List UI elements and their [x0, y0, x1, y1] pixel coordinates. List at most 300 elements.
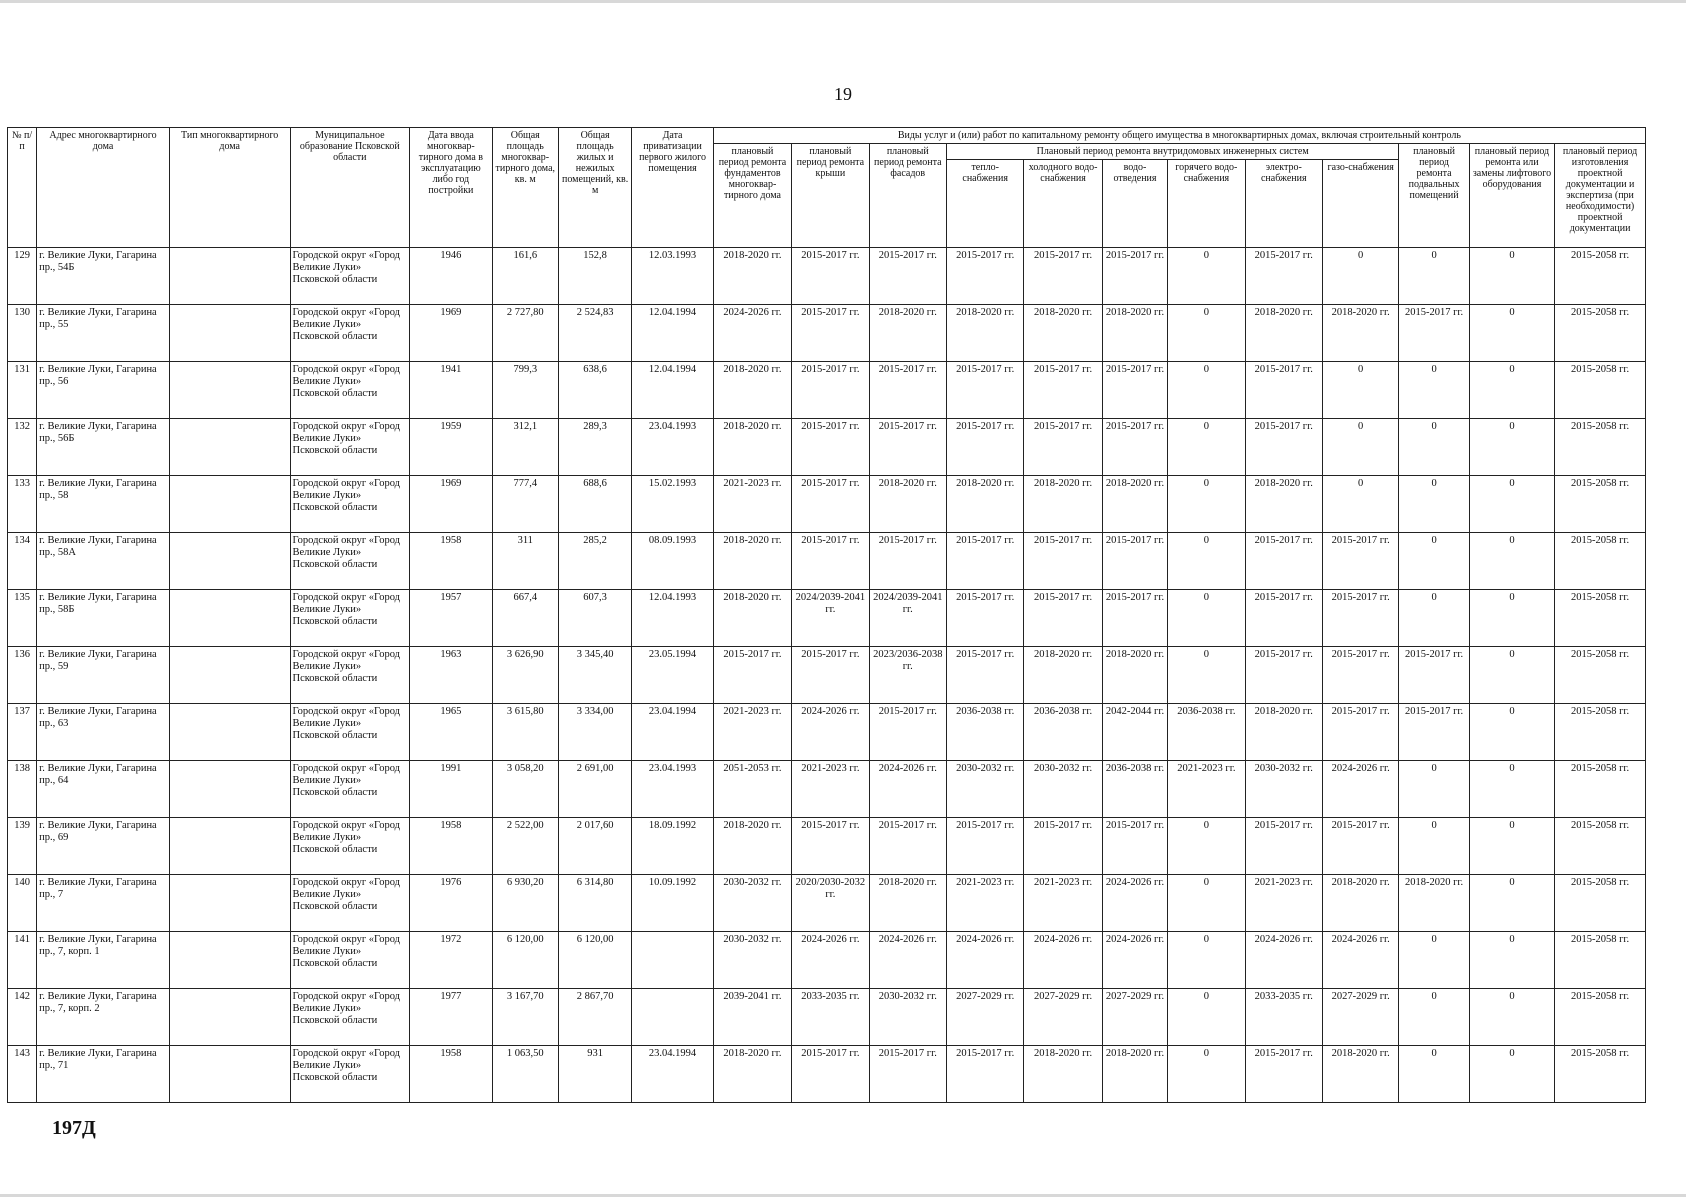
table-row: [8, 362, 1646, 419]
cell-municipality: Городской округ «Город Великие Луки» Псковской области: [290, 533, 410, 590]
col-header-type: Тип многоквартирного дома: [169, 128, 290, 248]
cell-hot-water: 0: [1168, 305, 1245, 362]
cell-type: [169, 932, 290, 989]
cell-docs: 2015-2058 гг.: [1555, 875, 1646, 932]
cell-electric: 2015-2017 гг.: [1245, 1046, 1322, 1103]
cell-hot-water: 0: [1168, 533, 1245, 590]
cell-sewage: 2015-2017 гг.: [1102, 419, 1167, 476]
cell-address: г. Великие Луки, Гагарина пр., 7: [37, 875, 170, 932]
cell-roof: 2015-2017 гг.: [792, 305, 869, 362]
cell-gas: 0: [1322, 419, 1398, 476]
cell-living-area: 152,8: [558, 248, 631, 305]
cell-living-area: 2 524,83: [558, 305, 631, 362]
cell-electric: 2015-2017 гг.: [1245, 818, 1322, 875]
table-row: [8, 476, 1646, 533]
cell-cold-water: 2015-2017 гг.: [1024, 248, 1102, 305]
cell-basement: 0: [1399, 818, 1469, 875]
cell-roof: 2024-2026 гг.: [792, 932, 869, 989]
cell-no: 141: [8, 932, 37, 989]
cell-year: 1959: [410, 419, 492, 476]
col-header-municipality: Муниципальное образование Псковской области: [290, 128, 410, 248]
cell-basement: 0: [1399, 419, 1469, 476]
cell-gas: 2015-2017 гг.: [1322, 647, 1398, 704]
cell-sewage: 2015-2017 гг.: [1102, 590, 1167, 647]
cell-basement: 0: [1399, 248, 1469, 305]
cell-year: 1965: [410, 704, 492, 761]
cell-cold-water: 2027-2029 гг.: [1024, 989, 1102, 1046]
cell-no: 132: [8, 419, 37, 476]
cell-year: 1969: [410, 476, 492, 533]
cell-address: г. Великие Луки, Гагарина пр., 7, корп. 1: [37, 932, 170, 989]
table-row: [8, 590, 1646, 647]
cell-privatization: 23.04.1994: [632, 704, 713, 761]
cell-year: 1941: [410, 362, 492, 419]
cell-facade: 2018-2020 гг.: [869, 875, 946, 932]
cell-elevator: 0: [1469, 590, 1554, 647]
cell-type: [169, 704, 290, 761]
cell-basement: 0: [1399, 1046, 1469, 1103]
cell-heat: 2030-2032 гг.: [946, 761, 1023, 818]
cell-basement: 0: [1399, 932, 1469, 989]
cell-total-area: 3 167,70: [492, 989, 558, 1046]
cell-heat: 2018-2020 гг.: [946, 476, 1023, 533]
cell-electric: 2015-2017 гг.: [1245, 647, 1322, 704]
cell-municipality: Городской округ «Город Великие Луки» Псковской области: [290, 875, 410, 932]
cell-type: [169, 533, 290, 590]
cell-facade: 2015-2017 гг.: [869, 1046, 946, 1103]
cell-total-area: 312,1: [492, 419, 558, 476]
cell-total-area: 1 063,50: [492, 1046, 558, 1103]
cell-hot-water: 0: [1168, 1046, 1245, 1103]
cell-type: [169, 248, 290, 305]
cell-docs: 2015-2058 гг.: [1555, 533, 1646, 590]
cell-hot-water: 0: [1168, 818, 1245, 875]
cell-heat: 2015-2017 гг.: [946, 533, 1023, 590]
cell-basement: 0: [1399, 590, 1469, 647]
cell-foundation: 2018-2020 гг.: [713, 362, 791, 419]
cell-year: 1958: [410, 1046, 492, 1103]
cell-facade: 2024-2026 гг.: [869, 932, 946, 989]
cell-elevator: 0: [1469, 761, 1554, 818]
cell-no: 133: [8, 476, 37, 533]
cell-facade: 2024/2039-2041 гг.: [869, 590, 946, 647]
cell-gas: 0: [1322, 476, 1398, 533]
cell-year: 1958: [410, 533, 492, 590]
cell-cold-water: 2015-2017 гг.: [1024, 362, 1102, 419]
cell-heat: 2015-2017 гг.: [946, 647, 1023, 704]
cell-type: [169, 989, 290, 1046]
cell-sewage: 2015-2017 гг.: [1102, 248, 1167, 305]
cell-heat: 2036-2038 гг.: [946, 704, 1023, 761]
cell-privatization: 12.04.1994: [632, 305, 713, 362]
cell-basement: 2015-2017 гг.: [1399, 704, 1469, 761]
cell-sewage: 2042-2044 гг.: [1102, 704, 1167, 761]
cell-gas: 2015-2017 гг.: [1322, 590, 1398, 647]
cell-municipality: Городской округ «Город Великие Луки» Псковской области: [290, 761, 410, 818]
cell-cold-water: 2018-2020 гг.: [1024, 476, 1102, 533]
col-header-hot-water: горячего водо-снабжения: [1168, 160, 1245, 248]
cell-gas: 0: [1322, 362, 1398, 419]
cell-hot-water: 0: [1168, 248, 1245, 305]
cell-year: 1957: [410, 590, 492, 647]
cell-year: 1946: [410, 248, 492, 305]
cell-type: [169, 818, 290, 875]
cell-cold-water: 2018-2020 гг.: [1024, 305, 1102, 362]
cell-foundation: 2018-2020 гг.: [713, 818, 791, 875]
cell-hot-water: 0: [1168, 590, 1245, 647]
col-header-facade: плановый период ремонта фасадов: [869, 144, 946, 248]
cell-elevator: 0: [1469, 704, 1554, 761]
cell-gas: 2027-2029 гг.: [1322, 989, 1398, 1046]
cell-total-area: 6 120,00: [492, 932, 558, 989]
cell-docs: 2015-2058 гг.: [1555, 932, 1646, 989]
cell-type: [169, 761, 290, 818]
cell-sewage: 2018-2020 гг.: [1102, 305, 1167, 362]
cell-roof: 2015-2017 гг.: [792, 818, 869, 875]
cell-no: 140: [8, 875, 37, 932]
cell-heat: 2018-2020 гг.: [946, 305, 1023, 362]
cell-electric: 2015-2017 гг.: [1245, 362, 1322, 419]
col-header-roof: плановый период ремонта крыши: [792, 144, 869, 248]
table-row: [8, 761, 1646, 818]
cell-municipality: Городской округ «Город Великие Луки» Псковской области: [290, 989, 410, 1046]
cell-basement: 0: [1399, 476, 1469, 533]
cell-type: [169, 875, 290, 932]
table-row: [8, 875, 1646, 932]
cell-cold-water: 2018-2020 гг.: [1024, 647, 1102, 704]
cell-electric: 2018-2020 гг.: [1245, 305, 1322, 362]
cell-type: [169, 647, 290, 704]
cell-heat: 2015-2017 гг.: [946, 1046, 1023, 1103]
cell-foundation: 2018-2020 гг.: [713, 248, 791, 305]
cell-heat: 2021-2023 гг.: [946, 875, 1023, 932]
cell-gas: 2024-2026 гг.: [1322, 761, 1398, 818]
cell-cold-water: 2030-2032 гг.: [1024, 761, 1102, 818]
cell-elevator: 0: [1469, 419, 1554, 476]
cell-address: г. Великие Луки, Гагарина пр., 58А: [37, 533, 170, 590]
cell-living-area: 289,3: [558, 419, 631, 476]
cell-year: 1976: [410, 875, 492, 932]
cell-basement: 0: [1399, 989, 1469, 1046]
col-header-basement: плановый период ремонта подвальных помещений: [1399, 144, 1469, 248]
cell-cold-water: 2024-2026 гг.: [1024, 932, 1102, 989]
cell-municipality: Городской округ «Город Великие Луки» Псковской области: [290, 704, 410, 761]
cell-gas: 2015-2017 гг.: [1322, 533, 1398, 590]
table-row: [8, 704, 1646, 761]
cell-docs: 2015-2058 гг.: [1555, 818, 1646, 875]
cell-total-area: 3 626,90: [492, 647, 558, 704]
table-row: [8, 533, 1646, 590]
cell-heat: 2027-2029 гг.: [946, 989, 1023, 1046]
cell-elevator: 0: [1469, 248, 1554, 305]
table-row: [8, 818, 1646, 875]
cell-gas: 0: [1322, 248, 1398, 305]
cell-heat: 2015-2017 гг.: [946, 818, 1023, 875]
col-header-gas: газо-снабжения: [1322, 160, 1398, 248]
table-row: [8, 305, 1646, 362]
cell-no: 142: [8, 989, 37, 1046]
cell-foundation: 2051-2053 гг.: [713, 761, 791, 818]
cell-living-area: 2 867,70: [558, 989, 631, 1046]
cell-cold-water: 2021-2023 гг.: [1024, 875, 1102, 932]
cell-living-area: 6 120,00: [558, 932, 631, 989]
cell-foundation: 2024-2026 гг.: [713, 305, 791, 362]
cell-sewage: 2015-2017 гг.: [1102, 818, 1167, 875]
table-row: [8, 932, 1646, 989]
page-number: 19: [834, 84, 852, 104]
cell-basement: 0: [1399, 362, 1469, 419]
header-row-1: [8, 128, 1646, 144]
cell-roof: 2015-2017 гг.: [792, 1046, 869, 1103]
cell-living-area: 931: [558, 1046, 631, 1103]
cell-privatization: 18.09.1992: [632, 818, 713, 875]
cell-elevator: 0: [1469, 818, 1554, 875]
cell-privatization: 08.09.1993: [632, 533, 713, 590]
cell-address: г. Великие Луки, Гагарина пр., 56Б: [37, 419, 170, 476]
cell-electric: 2018-2020 гг.: [1245, 704, 1322, 761]
cell-address: г. Великие Луки, Гагарина пр., 63: [37, 704, 170, 761]
cell-living-area: 285,2: [558, 533, 631, 590]
cell-address: г. Великие Луки, Гагарина пр., 55: [37, 305, 170, 362]
cell-hot-water: 0: [1168, 362, 1245, 419]
col-header-privatization-date: Дата приватизации первого жилого помещения: [632, 128, 713, 248]
cell-roof: 2020/2030-2032 гг.: [792, 875, 869, 932]
cell-cold-water: 2015-2017 гг.: [1024, 419, 1102, 476]
cell-year: 1977: [410, 989, 492, 1046]
cell-docs: 2015-2058 гг.: [1555, 989, 1646, 1046]
table-row: [8, 419, 1646, 476]
cell-hot-water: 2036-2038 гг.: [1168, 704, 1245, 761]
col-header-electric: электро-снабжения: [1245, 160, 1322, 248]
cell-foundation: 2030-2032 гг.: [713, 932, 791, 989]
cell-no: 137: [8, 704, 37, 761]
cell-elevator: 0: [1469, 305, 1554, 362]
cell-foundation: 2018-2020 гг.: [713, 590, 791, 647]
cell-total-area: 311: [492, 533, 558, 590]
col-header-address: Адрес многоквартирного дома: [37, 128, 170, 248]
cell-cold-water: 2036-2038 гг.: [1024, 704, 1102, 761]
cell-basement: 2015-2017 гг.: [1399, 305, 1469, 362]
cell-type: [169, 419, 290, 476]
cell-docs: 2015-2058 гг.: [1555, 590, 1646, 647]
cell-address: г. Великие Луки, Гагарина пр., 59: [37, 647, 170, 704]
cell-privatization: [632, 989, 713, 1046]
cell-address: г. Великие Луки, Гагарина пр., 58Б: [37, 590, 170, 647]
cell-electric: 2015-2017 гг.: [1245, 590, 1322, 647]
cell-heat: 2015-2017 гг.: [946, 248, 1023, 305]
cell-living-area: 6 314,80: [558, 875, 631, 932]
cell-facade: 2015-2017 гг.: [869, 533, 946, 590]
cell-living-area: 2 691,00: [558, 761, 631, 818]
col-header-design-docs: плановый период изготовления проектной документации и экспертиза (при необходимости) проектной документации: [1555, 144, 1646, 248]
cell-municipality: Городской округ «Город Великие Луки» Псковской области: [290, 419, 410, 476]
cell-facade: 2030-2032 гг.: [869, 989, 946, 1046]
cell-no: 136: [8, 647, 37, 704]
cell-electric: 2015-2017 гг.: [1245, 419, 1322, 476]
cell-roof: 2015-2017 гг.: [792, 362, 869, 419]
cell-total-area: 161,6: [492, 248, 558, 305]
cell-address: г. Великие Луки, Гагарина пр., 58: [37, 476, 170, 533]
cell-sewage: 2015-2017 гг.: [1102, 362, 1167, 419]
cell-municipality: Городской округ «Город Великие Луки» Псковской области: [290, 1046, 410, 1103]
cell-privatization: 12.03.1993: [632, 248, 713, 305]
cell-privatization: 23.05.1994: [632, 647, 713, 704]
cell-gas: 2018-2020 гг.: [1322, 875, 1398, 932]
col-header-no: № п/п: [8, 128, 37, 248]
cell-privatization: 23.04.1993: [632, 419, 713, 476]
table-row: [8, 248, 1646, 305]
cell-hot-water: 0: [1168, 989, 1245, 1046]
cell-municipality: Городской округ «Город Великие Луки» Псковской области: [290, 818, 410, 875]
cell-roof: 2015-2017 гг.: [792, 419, 869, 476]
cell-type: [169, 362, 290, 419]
col-header-services-group: Виды услуг и (или) работ по капитальному ремонту общего имущества в многоквартирных домах, включая строительный контроль: [713, 128, 1645, 144]
col-header-foundation: плановый период ремонта фундаментов многоквар-тирного дома: [713, 144, 791, 248]
cell-sewage: 2036-2038 гг.: [1102, 761, 1167, 818]
cell-hot-water: 0: [1168, 647, 1245, 704]
cell-year: 1991: [410, 761, 492, 818]
scan-edge-bottom: [0, 1194, 1686, 1197]
cell-heat: 2015-2017 гг.: [946, 590, 1023, 647]
cell-sewage: 2024-2026 гг.: [1102, 932, 1167, 989]
cell-municipality: Городской округ «Город Великие Луки» Псковской области: [290, 362, 410, 419]
col-header-total-area: Общая площадь многоквар-тирного дома, кв. м: [492, 128, 558, 248]
cell-docs: 2015-2058 гг.: [1555, 761, 1646, 818]
cell-electric: 2021-2023 гг.: [1245, 875, 1322, 932]
cell-elevator: 0: [1469, 1046, 1554, 1103]
cell-living-area: 638,6: [558, 362, 631, 419]
col-header-cold-water: холодного водо-снабжения: [1024, 160, 1102, 248]
cell-address: г. Великие Луки, Гагарина пр., 69: [37, 818, 170, 875]
cell-foundation: 2018-2020 гг.: [713, 1046, 791, 1103]
cell-sewage: 2018-2020 гг.: [1102, 1046, 1167, 1103]
cell-foundation: 2039-2041 гг.: [713, 989, 791, 1046]
cell-address: г. Великие Луки, Гагарина пр., 56: [37, 362, 170, 419]
cell-gas: 2018-2020 гг.: [1322, 1046, 1398, 1103]
cell-type: [169, 476, 290, 533]
cell-heat: 2024-2026 гг.: [946, 932, 1023, 989]
cell-privatization: 23.04.1994: [632, 1046, 713, 1103]
cell-roof: 2024-2026 гг.: [792, 704, 869, 761]
cell-roof: 2033-2035 гг.: [792, 989, 869, 1046]
cell-facade: 2018-2020 гг.: [869, 476, 946, 533]
cell-roof: 2015-2017 гг.: [792, 533, 869, 590]
cell-year: 1958: [410, 818, 492, 875]
cell-facade: 2023/2036-2038 гг.: [869, 647, 946, 704]
cell-elevator: 0: [1469, 647, 1554, 704]
cell-total-area: 667,4: [492, 590, 558, 647]
cell-elevator: 0: [1469, 362, 1554, 419]
cell-no: 135: [8, 590, 37, 647]
col-header-heat: тепло-снабжения: [946, 160, 1023, 248]
cell-cold-water: 2015-2017 гг.: [1024, 818, 1102, 875]
cell-electric: 2024-2026 гг.: [1245, 932, 1322, 989]
cell-municipality: Городской округ «Город Великие Луки» Псковской области: [290, 248, 410, 305]
cell-type: [169, 305, 290, 362]
cell-facade: 2015-2017 гг.: [869, 419, 946, 476]
cell-roof: 2024/2039-2041 гг.: [792, 590, 869, 647]
cell-roof: 2015-2017 гг.: [792, 476, 869, 533]
footer-code: 197Д: [52, 1117, 96, 1139]
cell-docs: 2015-2058 гг.: [1555, 305, 1646, 362]
cell-heat: 2015-2017 гг.: [946, 419, 1023, 476]
scan-edge-top: [0, 0, 1686, 3]
cell-living-area: 607,3: [558, 590, 631, 647]
cell-no: 134: [8, 533, 37, 590]
cell-docs: 2015-2058 гг.: [1555, 647, 1646, 704]
cell-living-area: 3 345,40: [558, 647, 631, 704]
cell-no: 130: [8, 305, 37, 362]
cell-year: 1969: [410, 305, 492, 362]
cell-facade: 2015-2017 гг.: [869, 362, 946, 419]
col-header-commission-date: Дата ввода многоквар-тирного дома в эксплуатацию либо год постройки: [410, 128, 492, 248]
cell-address: г. Великие Луки, Гагарина пр., 7, корп. 2: [37, 989, 170, 1046]
cell-heat: 2015-2017 гг.: [946, 362, 1023, 419]
cell-basement: 2018-2020 гг.: [1399, 875, 1469, 932]
col-header-engineering-group: Плановый период ремонта внутридомовых инженерных систем: [946, 144, 1398, 160]
cell-total-area: 3 058,20: [492, 761, 558, 818]
cell-elevator: 0: [1469, 989, 1554, 1046]
cell-elevator: 0: [1469, 932, 1554, 989]
cell-total-area: 799,3: [492, 362, 558, 419]
cell-roof: 2015-2017 гг.: [792, 647, 869, 704]
cell-gas: 2018-2020 гг.: [1322, 305, 1398, 362]
cell-docs: 2015-2058 гг.: [1555, 704, 1646, 761]
cell-privatization: 12.04.1994: [632, 362, 713, 419]
cell-gas: 2024-2026 гг.: [1322, 932, 1398, 989]
cell-sewage: 2018-2020 гг.: [1102, 476, 1167, 533]
cell-type: [169, 1046, 290, 1103]
cell-docs: 2015-2058 гг.: [1555, 1046, 1646, 1103]
table-body: [8, 248, 1646, 1103]
cell-roof: 2021-2023 гг.: [792, 761, 869, 818]
cell-foundation: 2021-2023 гг.: [713, 476, 791, 533]
col-header-living-area: Общая площадь жилых и нежилых помещений, кв. м: [558, 128, 631, 248]
cell-sewage: 2024-2026 гг.: [1102, 875, 1167, 932]
cell-electric: 2033-2035 гг.: [1245, 989, 1322, 1046]
cell-docs: 2015-2058 гг.: [1555, 419, 1646, 476]
cell-living-area: 688,6: [558, 476, 631, 533]
cell-privatization: [632, 932, 713, 989]
cell-sewage: 2018-2020 гг.: [1102, 647, 1167, 704]
cell-electric: 2018-2020 гг.: [1245, 476, 1322, 533]
cell-living-area: 3 334,00: [558, 704, 631, 761]
cell-address: г. Великие Луки, Гагарина пр., 64: [37, 761, 170, 818]
cell-total-area: 777,4: [492, 476, 558, 533]
col-header-sewage: водо-отведения: [1102, 160, 1167, 248]
cell-municipality: Городской округ «Город Великие Луки» Псковской области: [290, 305, 410, 362]
cell-electric: 2015-2017 гг.: [1245, 248, 1322, 305]
cell-year: 1963: [410, 647, 492, 704]
cell-municipality: Городской округ «Город Великие Луки» Псковской области: [290, 590, 410, 647]
table-row: [8, 989, 1646, 1046]
cell-basement: 2015-2017 гг.: [1399, 647, 1469, 704]
cell-electric: 2015-2017 гг.: [1245, 533, 1322, 590]
cell-facade: 2015-2017 гг.: [869, 248, 946, 305]
cell-elevator: 0: [1469, 875, 1554, 932]
cell-hot-water: 0: [1168, 419, 1245, 476]
cell-cold-water: 2015-2017 гг.: [1024, 533, 1102, 590]
cell-no: 139: [8, 818, 37, 875]
cell-privatization: 23.04.1993: [632, 761, 713, 818]
cell-year: 1972: [410, 932, 492, 989]
cell-gas: 2015-2017 гг.: [1322, 704, 1398, 761]
cell-type: [169, 590, 290, 647]
cell-no: 143: [8, 1046, 37, 1103]
cell-docs: 2015-2058 гг.: [1555, 362, 1646, 419]
col-header-elevator: плановый период ремонта или замены лифтового оборудования: [1469, 144, 1554, 248]
cell-cold-water: 2015-2017 гг.: [1024, 590, 1102, 647]
